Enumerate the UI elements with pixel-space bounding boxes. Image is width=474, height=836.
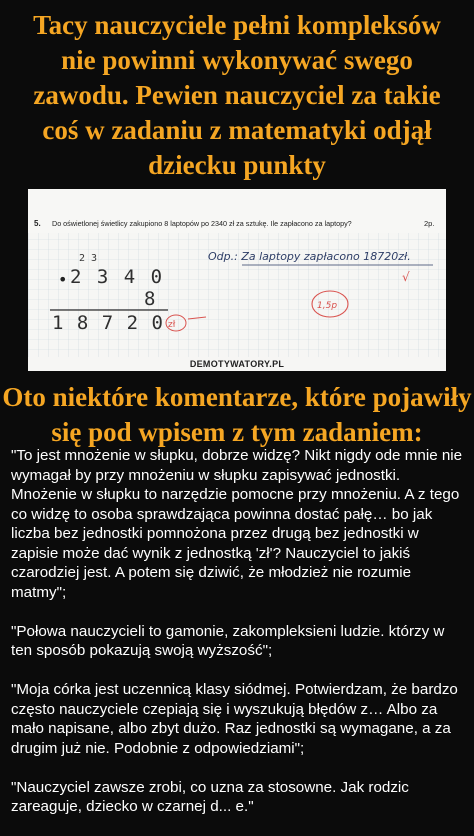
multiplier: 8	[144, 288, 156, 310]
headline: Tacy nauczyciele pełni kompleksów nie powinni wykonywać swego zawodu. Pewien nauczyciel za takie coś w zadaniu z matematyki odjął dziecku punkty	[33, 10, 441, 180]
comments-list	[11, 446, 463, 836]
task-text: Do oświetlonej świetlicy zakupiono 8 laptopów po 2340 zł za sztukę. Ile zapłacono za laptopy?	[52, 219, 352, 228]
comment: "Moja córka jest uczennicą klasy siódmej. Potwierdzam, że bardzo często nauczyciele czepiają się i wyszukują błędów z… Albo za mało napisane, albo zbyt dużo. Raz jednostki są wymagane, a za drugim już nie. Podobnie z odpowiedziami";	[11, 681, 458, 757]
circled-unit: zł	[168, 320, 176, 330]
multiplicand: 2 3 4 0	[70, 266, 165, 288]
score: 1,5p	[317, 301, 338, 311]
task-points: 2p.	[424, 219, 435, 228]
comment: "Połowa nauczycieli to gamonie, zakompleksieni ludzie. którzy w ten sposób pokazują swoją wyższość";	[11, 622, 445, 659]
section-title: Oto niektóre komentarze, które pojawiły się pod wpisem z tym zadaniem:	[2, 382, 472, 447]
multiply-dot: •	[58, 270, 68, 289]
carry-digits: 2 3	[79, 253, 98, 264]
comment: "Nauczyciel zawsze zrobi, co uzna za stosowne. Jak rodzic zareaguje, dziecko w czarnej d... e."	[11, 778, 409, 815]
check-mark: √	[402, 270, 410, 284]
task-number: 5.	[34, 219, 41, 228]
comment: "To jest mnożenie w słupku, dobrze widzę? Nikt nigdy ode mnie nie wymagał by przy mnożeniu w słupku zapisywać jednostki. Mnożenie w słupku to narzędzie pomocne przy mnożeniu. A z tego co widzę to osoba sprawdzająca powinna dostać pałę… bo jak liczba bez jednostki pomnożona przez drugą bez jednostki w zapisie może dać wynik z jednostką 'zł'? Nauczyciel to jakiś czarodziej jest. A potem się dziwić, że młodzież nie rozumie matmy";	[11, 447, 463, 601]
result: 1 8 7 2 0	[52, 312, 164, 334]
watermark: DEMOTYWATORY.PL	[189, 359, 285, 369]
homework-photo	[28, 189, 446, 371]
answer-line: Odp.: Za laptopy zapłacono 18720zł.	[208, 250, 411, 263]
photo-paper	[28, 189, 446, 371]
graph-paper	[28, 189, 446, 371]
